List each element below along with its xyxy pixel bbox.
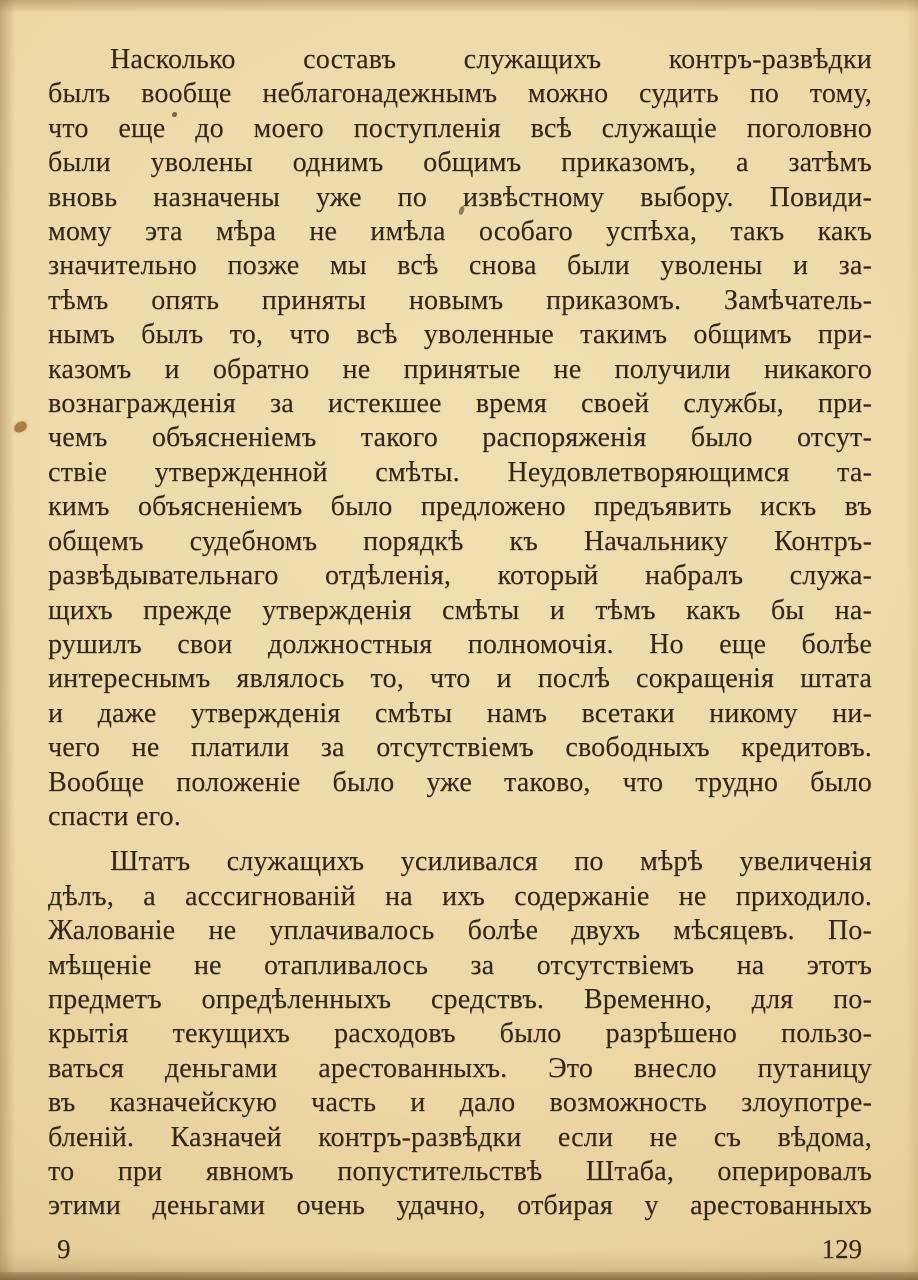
text-line: щихъ прежде утвержденія смѣты и тѣмъ какъ бы на- [48, 594, 872, 626]
text-line: и даже утвержденія смѣты намъ всетаки никому ни- [48, 697, 872, 729]
text-line: казомъ и обратно не принятые не получили никакого [48, 353, 872, 385]
text-line: ствіе утвержденной смѣты. Неудовлетворяющимся та- [48, 456, 872, 488]
text-line: значительно позже мы всѣ снова были уволены и за- [48, 250, 872, 282]
page-bottom-edge [0, 1272, 918, 1280]
text-line: Жалованіе не уплачивалось болѣе двухъ мѣсяцевъ. По- [48, 915, 872, 947]
page-footer [57, 1234, 862, 1264]
text-line: былъ вообще неблагонадежнымъ можно судить по тому, [48, 78, 872, 110]
text-line: въ казначейскую часть и дало возможность злоупотре- [48, 1087, 872, 1119]
text-line: что еще до моего поступленія всѣ служащіе поголовно [48, 112, 872, 144]
text-line: Насколько составъ служащихъ контръ-развѣдки [110, 44, 872, 75]
text-line: дѣлъ, а асссигнованій на ихъ содержаніе не приходило. [48, 880, 872, 912]
text-line: то при явномъ попустительствѣ Штаба, оперировалъ [48, 1156, 872, 1187]
text-line: спасти его. [48, 800, 181, 832]
text-line: кимъ объясненіемъ было предложено предъявить искъ въ [48, 491, 872, 523]
text-line: чемъ объясненіемъ такого распоряженія было отсут- [48, 422, 872, 454]
paragraph [48, 845, 872, 1223]
text-line: общемъ судебномъ порядкѣ къ Начальнику Контръ- [48, 525, 872, 557]
text-line: рушилъ свои должностныя полномочія. Но еще болѣе [48, 628, 872, 660]
text-line: Штатъ служащихъ усиливался по мѣрѣ увеличенія [110, 846, 872, 878]
text-line: тѣмъ опять приняты новымъ приказомъ. Замѣчатель- [48, 284, 872, 316]
text-line: нымъ былъ то, что всѣ уволенные такимъ общимъ при- [48, 319, 872, 351]
text-line: предметъ опредѣленныхъ средствъ. Временно, для по- [48, 983, 872, 1015]
text-line: бленій. Казначей контръ-развѣдки если не съ вѣдома, [48, 1121, 872, 1153]
text-line: ваться деньгами арестованныхъ. Это внесло путаницу [48, 1052, 872, 1084]
text-line: Вообще положеніе было уже таково, что трудно было [48, 766, 872, 798]
page-number-left: 9 [57, 1234, 71, 1264]
page-number-right: 129 [821, 1234, 862, 1264]
text-line: мѣщеніе не отапливалось за отсутствіемъ на этотъ [48, 949, 872, 981]
page-text-block [48, 43, 872, 1224]
text-line: мому эта мѣра не имѣла особаго успѣха, такъ какъ [48, 216, 872, 248]
text-line: крытія текущихъ расходовъ было разрѣшено пользо- [48, 1018, 872, 1050]
paper-stain-speck [13, 420, 28, 434]
text-line: были уволены однимъ общимъ приказомъ, а затѣмъ [48, 147, 872, 179]
text-line: чего не платили за отсутствіемъ свободныхъ кредитовъ. [48, 732, 872, 764]
text-line: интереснымъ являлось то, что и послѣ сокращенія штата [48, 663, 872, 695]
text-line: этими деньгами очень удачно, отбирая у арестованныхъ [48, 1190, 872, 1222]
paragraph [48, 43, 872, 834]
text-line: вновь назначены уже по извѣстному выбору. Повиди- [48, 181, 872, 213]
text-line: развѣдывательнаго отдѣленія, который набралъ служа- [48, 560, 872, 592]
text-line: вознагражденія за истекшее время своей службы, при- [48, 388, 872, 420]
